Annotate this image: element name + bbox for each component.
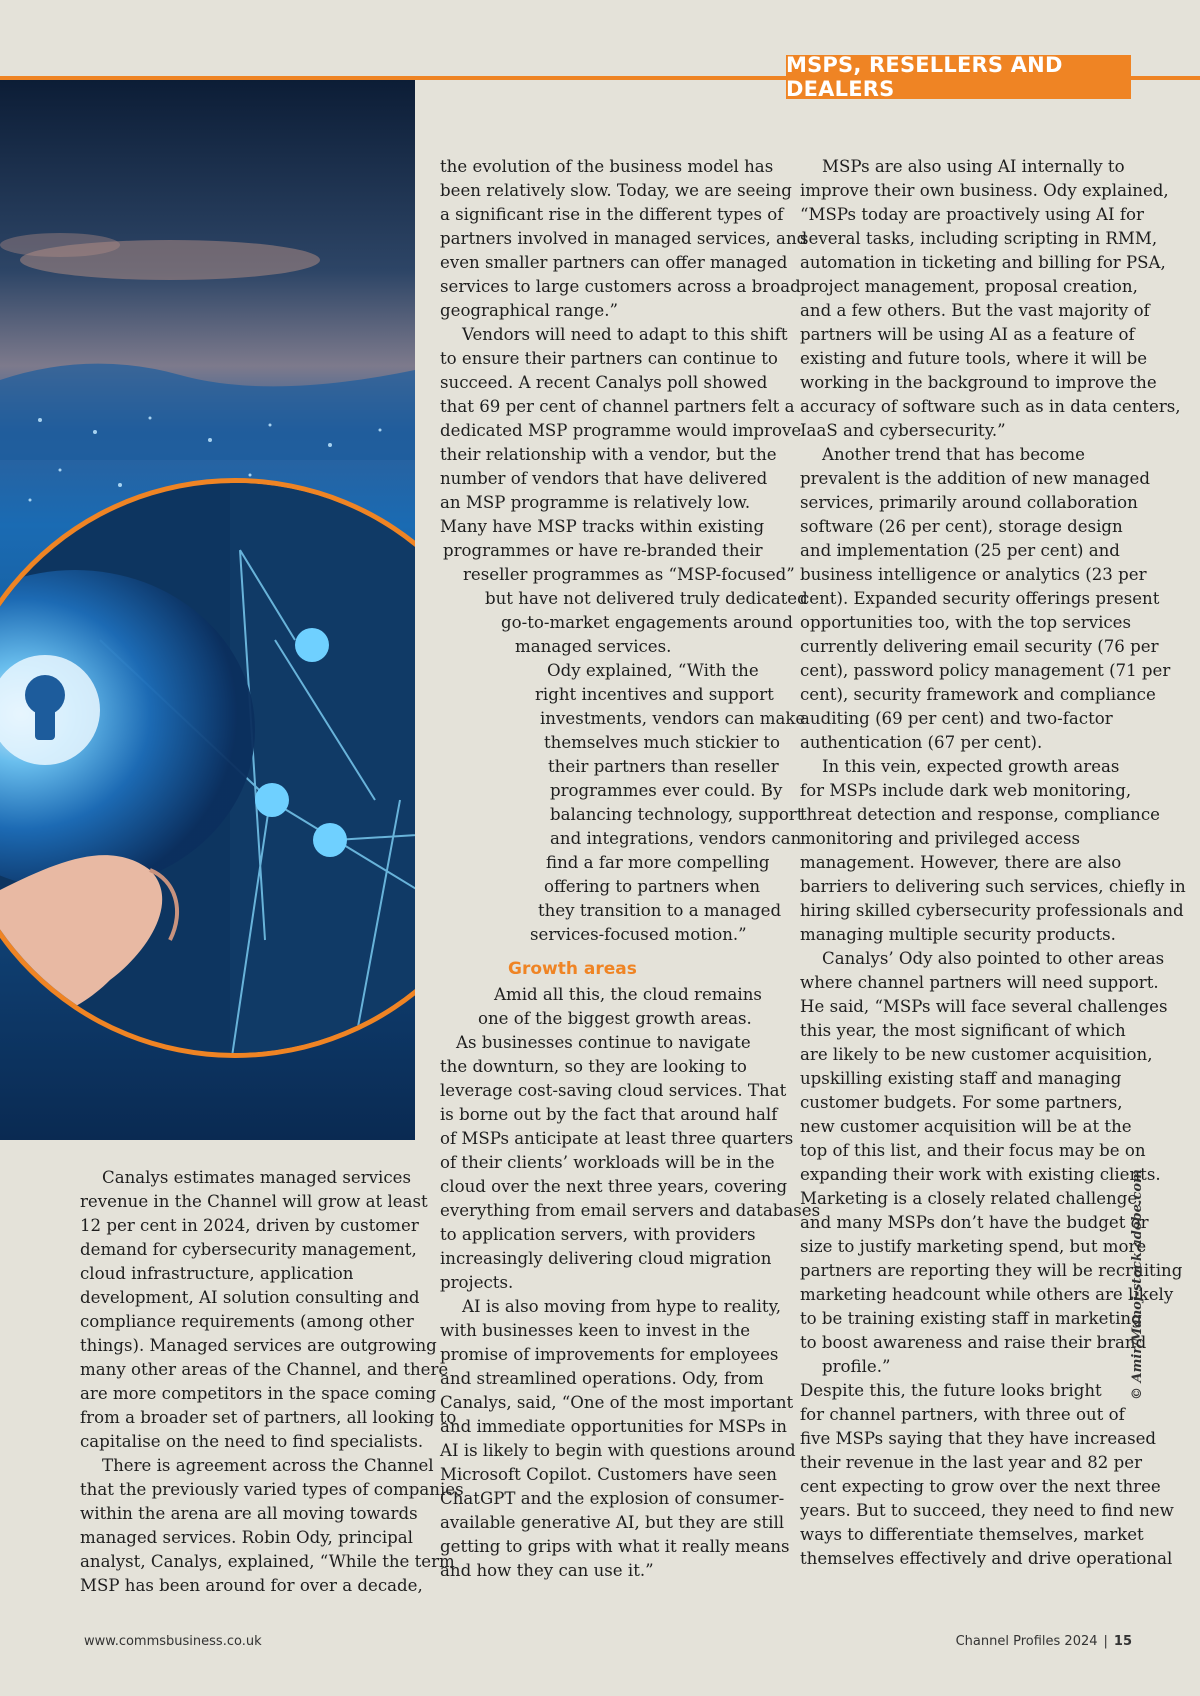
footer-folio — [956, 1634, 1132, 1649]
text-line: succeed. A recent Canalys poll showed — [440, 373, 768, 392]
text-line: He said, “MSPs will face several challenges — [800, 997, 1168, 1016]
text-line: and many MSPs don’t have the budget or — [800, 1213, 1149, 1232]
text-line: services-focused motion.” — [530, 925, 747, 944]
text-line: new customer acquisition will be at the — [800, 1117, 1132, 1136]
footer-website-link[interactable]: www.commsbusiness.co.uk — [84, 1634, 262, 1649]
text-line: balancing technology, support — [550, 805, 804, 824]
text-line: investments, vendors can make — [540, 709, 806, 728]
text-line: everything from email servers and databases — [440, 1201, 821, 1220]
text-line: available generative AI, but they are still — [440, 1513, 785, 1532]
text-line: services, primarily around collaboration — [800, 493, 1138, 512]
text-line: an MSP programme is relatively low. — [440, 493, 751, 512]
text-line: this year, the most significant of which — [800, 1021, 1126, 1040]
text-line: auditing (69 per cent) and two-factor — [800, 709, 1113, 728]
text-line: partners involved in managed services, and — [440, 229, 808, 248]
section-title: MSPS, RESELLERS AND DEALERS — [786, 55, 1131, 99]
text-line: cloud infrastructure, application — [80, 1264, 354, 1283]
text-line: been relatively slow. Today, we are seeing — [440, 181, 792, 200]
text-line: but have not delivered truly dedicated — [485, 589, 808, 608]
text-line: AI is likely to begin with questions around — [440, 1441, 796, 1460]
text-line: a significant rise in the different types of — [440, 205, 784, 224]
text-line: themselves effectively and drive operational — [800, 1549, 1173, 1568]
text-line: ways to differentiate themselves, market — [800, 1525, 1144, 1544]
text-line: one of the biggest growth areas. — [478, 1009, 752, 1028]
text-line: themselves much stickier to — [544, 733, 781, 752]
text-line: partners are reporting they will be recruiting — [800, 1261, 1183, 1280]
text-line: automation in ticketing and billing for PSA, — [800, 253, 1166, 272]
text-line: management. However, there are also — [800, 853, 1122, 872]
text-line: analyst, Canalys, explained, “While the term — [80, 1552, 455, 1571]
text-line: hiring skilled cybersecurity professionals and — [800, 901, 1184, 920]
text-line: several tasks, including scripting in RMM, — [800, 229, 1158, 248]
text-line: within the arena are all moving towards — [80, 1504, 418, 1523]
text-line: prevalent is the addition of new managed — [800, 469, 1150, 488]
text-line: capitalise on the need to find specialists. — [80, 1432, 424, 1451]
text-line: number of vendors that have delivered — [440, 469, 768, 488]
text-line: ChatGPT and the explosion of consumer- — [440, 1489, 785, 1508]
text-line: right incentives and support — [535, 685, 774, 704]
paragraph: In this vein, expected growth areas — [822, 757, 1120, 776]
text-line: Marketing is a closely related challenge, — [800, 1189, 1143, 1208]
text-line: managed services. — [515, 637, 672, 656]
text-line: to be training existing staff in marketing — [800, 1309, 1142, 1328]
article-column-3 — [800, 155, 1186, 1571]
text-line: increasingly delivering cloud migration — [440, 1249, 772, 1268]
cybersecurity-hand-photo — [0, 80, 415, 1140]
text-line: improve their own business. Ody explained, — [800, 181, 1169, 200]
text-line: the downturn, so they are looking to — [440, 1057, 747, 1076]
text-line: of MSPs anticipate at least three quarters — [440, 1129, 794, 1148]
text-line: barriers to delivering such services, chiefly in — [800, 877, 1186, 896]
text-line: are more competitors in the space coming — [80, 1384, 437, 1403]
text-line: services to large customers across a broad — [440, 277, 801, 296]
text-line: for MSPs include dark web monitoring, — [800, 781, 1132, 800]
text-line: project management, proposal creation, — [800, 277, 1138, 296]
text-line: MSP has been around for over a decade, — [80, 1576, 423, 1595]
text-line: demand for cybersecurity management, — [80, 1240, 417, 1259]
paragraph: MSPs are also using AI internally to — [822, 157, 1125, 176]
paragraph: Canalys estimates managed services — [102, 1168, 411, 1187]
text-line: go-to-market engagements around — [501, 613, 793, 632]
text-line: “MSPs today are proactively using AI for — [800, 205, 1144, 224]
text-line: compliance requirements (among other — [80, 1312, 414, 1331]
article-column-2 — [440, 155, 821, 1583]
text-line: of their clients’ workloads will be in the — [440, 1153, 775, 1172]
text-line: to application servers, with providers — [440, 1225, 756, 1244]
text-line: Many have MSP tracks within existing — [440, 517, 765, 536]
text-line: monitoring and privileged access — [800, 829, 1081, 848]
text-line: business intelligence or analytics (23 per — [800, 565, 1147, 584]
paragraph: Canalys’ Ody also pointed to other areas — [822, 949, 1165, 968]
paragraph: AI is also moving from hype to reality, — [462, 1297, 782, 1316]
text-line: and implementation (25 per cent) and — [800, 541, 1120, 560]
text-line: Microsoft Copilot. Customers have seen — [440, 1465, 777, 1484]
page-number: 15 — [1113, 1634, 1132, 1649]
text-line: their partners than reseller — [548, 757, 779, 776]
text-line: development, AI solution consulting and — [80, 1288, 420, 1307]
paragraph: There is agreement across the Channel — [102, 1456, 434, 1475]
text-line: are likely to be new customer acquisition, — [800, 1045, 1153, 1064]
photo-credit: © Amir/Manoj-stock.adobe.com — [1130, 1169, 1145, 1400]
text-line: to boost awareness and raise their brand — [800, 1333, 1147, 1352]
text-line: software (26 per cent), storage design — [800, 517, 1123, 536]
subheading-growth-areas: Growth areas — [508, 959, 637, 979]
text-line: from a broader set of partners, all looking to — [80, 1408, 457, 1427]
text-line: and a few others. But the vast majority of — [800, 301, 1150, 320]
text-line: they transition to a managed — [538, 901, 782, 920]
text-line: the evolution of the business model has — [440, 157, 774, 176]
text-line: their relationship with a vendor, but the — [440, 445, 777, 464]
text-line: accuracy of software such as in data centers, — [800, 397, 1181, 416]
text-line: many other areas of the Channel, and there — [80, 1360, 449, 1379]
text-line: cent expecting to grow over the next three — [800, 1477, 1161, 1496]
text-line: authentication (67 per cent). — [800, 733, 1043, 752]
text-line: offering to partners when — [544, 877, 761, 896]
text-line: and immediate opportunities for MSPs in — [440, 1417, 787, 1436]
text-line: managed services. Robin Ody, principal — [80, 1528, 413, 1547]
text-line: expanding their work with existing clients. — [800, 1165, 1161, 1184]
paragraph: Ody explained, “With the — [547, 661, 759, 680]
text-line: with businesses keen to invest in the — [440, 1321, 751, 1340]
text-line: and streamlined operations. Ody, from — [440, 1369, 764, 1388]
text-line: geographical range.” — [440, 301, 618, 320]
text-line: projects. — [440, 1273, 514, 1292]
text-line: getting to grips with what it really means — [440, 1537, 790, 1556]
text-line: for channel partners, with three out of — [800, 1405, 1125, 1424]
text-line: threat detection and response, compliance — [800, 805, 1160, 824]
text-line: and integrations, vendors can — [550, 829, 802, 848]
paragraph: As businesses continue to navigate — [456, 1033, 751, 1052]
text-line: upskilling existing staff and managing — [800, 1069, 1122, 1088]
paragraph: Amid all this, the cloud remains — [494, 985, 762, 1004]
text-line: is borne out by the fact that around half — [440, 1105, 778, 1124]
text-line: size to justify marketing spend, but more — [800, 1237, 1147, 1256]
text-line: reseller programmes as “MSP-focused” — [463, 565, 795, 584]
text-line: five MSPs saying that they have increased — [800, 1429, 1157, 1448]
paragraph: Vendors will need to adapt to this shift — [462, 325, 788, 344]
text-line: Despite this, the future looks bright — [800, 1381, 1102, 1400]
text-line: their revenue in the last year and 82 per — [800, 1453, 1143, 1472]
text-line: opportunities too, with the top services — [800, 613, 1132, 632]
text-line: programmes or have re-branded their — [443, 541, 763, 560]
publication-name: Channel Profiles 2024 — [955, 1634, 1098, 1649]
text-line: Canalys, said, “One of the most important — [440, 1393, 794, 1412]
text-line: where channel partners will need support. — [800, 973, 1159, 992]
text-line: customer budgets. For some partners, — [800, 1093, 1123, 1112]
text-line: 12 per cent in 2024, driven by customer — [80, 1216, 419, 1235]
text-line: even smaller partners can offer managed — [440, 253, 788, 272]
text-line: IaaS and cybersecurity.” — [800, 421, 1006, 440]
text-line: working in the background to improve the — [800, 373, 1157, 392]
text-line: cent), password policy management (71 per — [800, 661, 1171, 680]
paragraph: profile.” — [822, 1357, 891, 1376]
text-line: and how they can use it.” — [440, 1561, 654, 1580]
text-line: things). Managed services are outgrowing — [80, 1336, 437, 1355]
text-line: leverage cost-saving cloud services. That — [440, 1081, 787, 1100]
text-line: cent). Expanded security offerings present — [800, 589, 1160, 608]
text-line: promise of improvements for employees — [440, 1345, 779, 1364]
text-line: that the previously varied types of companies — [80, 1480, 464, 1499]
text-line: years. But to succeed, they need to find new — [800, 1501, 1174, 1520]
text-line: cloud over the next three years, covering — [440, 1177, 788, 1196]
text-line: to ensure their partners can continue to — [440, 349, 778, 368]
paragraph: Another trend that has become — [822, 445, 1085, 464]
article-column-1 — [80, 1166, 464, 1598]
text-line: marketing headcount while others are likely — [800, 1285, 1174, 1304]
text-line: dedicated MSP programme would improve — [440, 421, 802, 440]
text-line: programmes ever could. By — [550, 781, 783, 800]
folio-separator: | — [1103, 1634, 1108, 1649]
text-line: existing and future tools, where it will be — [800, 349, 1148, 368]
text-line: cent), security framework and compliance — [800, 685, 1156, 704]
text-line: top of this list, and their focus may be on — [800, 1141, 1146, 1160]
text-line: revenue in the Channel will grow at least — [80, 1192, 428, 1211]
text-line: partners will be using AI as a feature of — [800, 325, 1135, 344]
text-line: that 69 per cent of channel partners felt a — [440, 397, 795, 416]
text-line: currently delivering email security (76 per — [800, 637, 1159, 656]
text-line: find a far more compelling — [546, 853, 770, 872]
text-line: managing multiple security products. — [800, 925, 1116, 944]
